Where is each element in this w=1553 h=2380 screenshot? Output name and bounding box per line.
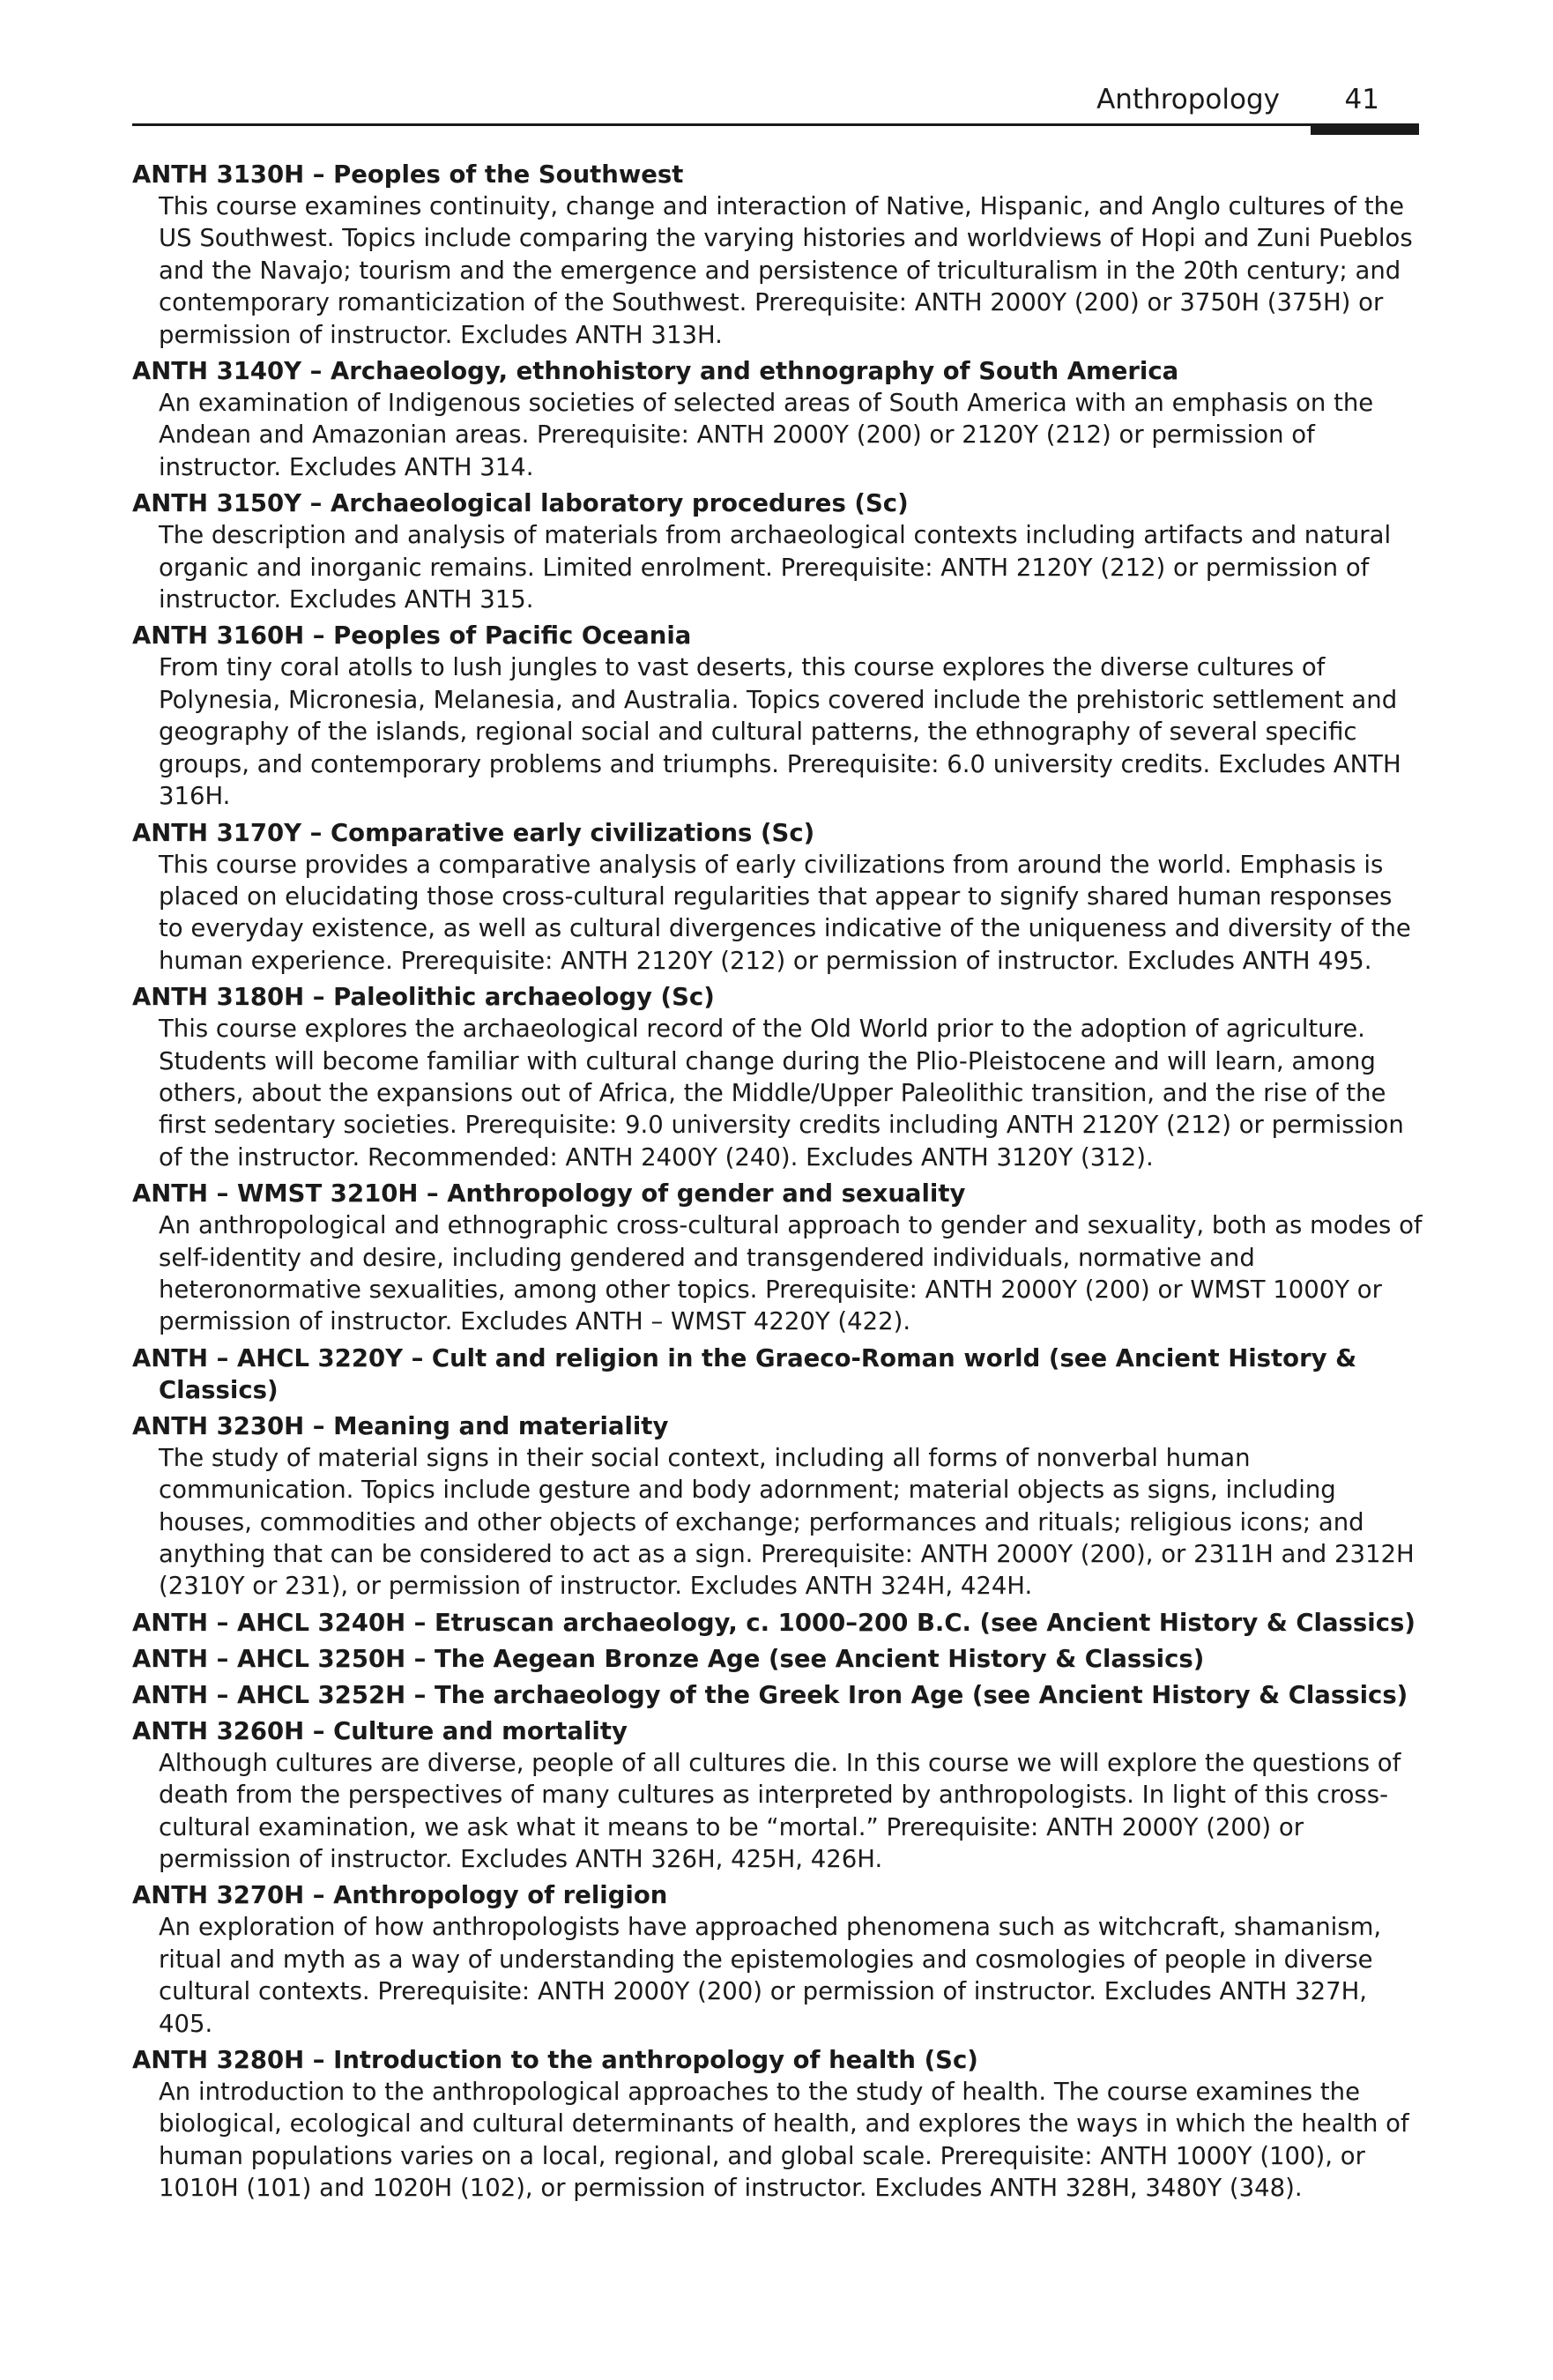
course-entry [132,1410,1423,1603]
course-description: This course examines continuity, change and interaction of Native, Hispanic, and Anglo cultures of the US Southwest. Topics include comparing the varying histories and worldviews of Hopi and Zuni Pueblos and the Navajo; tourism and the emergence and persistence of triculturalism in the 20th century; and contemporary romanticization of the Southwest. Prerequisite: ANTH 2000Y (200) or 3750H (375H) or permission of instructor. Excludes ANTH 313H. [159,192,1413,349]
course-title: ANTH 3150Y – Archaeological laboratory procedures (Sc) [132,489,909,518]
course-title: ANTH 3280H – Introduction to the anthropology of health (Sc) [132,2046,978,2075]
course-description: An exploration of how anthropologists have approached phenomena such as witchcraft, shamanism, ritual and myth as a way of understanding the epistemologies and cosmologies of people in diverse cultural contexts. Prerequisite: ANTH 2000Y (200) or permission of instructor. Excludes ANTH 327H, 405. [159,1913,1382,2038]
course-title: ANTH 3160H – Peoples of Pacific Oceania [132,621,692,651]
course-description: Although cultures are diverse, people of all cultures die. In this course we will explore the questions of death from the perspectives of many cultures as interpreted by anthropologists. In light of this cross-cultural examination, we ask what it means to be “mortal.” Prerequisite: ANTH 2000Y (200) or permission of instructor. Excludes ANTH 326H, 425H, 426H. [159,1748,1401,1874]
course-description: This course provides a comparative analysis of early civilizations from around the world. Emphasis is placed on elucidating those cross-cultural regularities that appear to signify shared human responses to everyday existence, as well as cultural divergences indicative of the uniqueness and diversity of the human experience. Prerequisite: ANTH 2120Y (212) or permission of instructor. Excludes ANTH 495. [159,850,1411,975]
course-description: An examination of Indigenous societies of selected areas of South America with an emphasis on the Andean and Amazonian areas. Prerequisite: ANTH 2000Y (200) or 2120Y (212) or permission of instructor. Excludes ANTH 314. [159,389,1374,481]
course-title: ANTH 3130H – Peoples of the Southwest [132,160,684,189]
course-title: ANTH 3180H – Paleolithic archaeology (Sc) [132,983,715,1012]
course-description: An introduction to the anthropological approaches to the study of health. The course examines the biological, ecological and cultural determinants of health, and explores the ways in which the health of human populations varies on a local, regional, and global scale. Prerequisite: ANTH 1000Y (100), or 1010H (101) and 1020H (102), or permission of instructor. Excludes ANTH 328H, 3480Y (348). [159,2078,1409,2203]
course-entry [132,1679,1423,1711]
header-rule [132,123,1419,126]
course-entry [132,1643,1423,1675]
course-description: This course explores the archaeological record of the Old World prior to the adoption of agriculture. Students will become familiar with cultural change during the Plio-Pleistocene and will learn, among others, about the expansions out of Africa, the Middle/Upper Paleolithic transition, and the rise of the first sedentary societies. Prerequisite: 9.0 university credits including ANTH 2120Y (212) or permission of the instructor. Recommended: ANTH 2400Y (240). Excludes ANTH 3120Y (312). [159,1015,1404,1171]
course-entry [132,1607,1423,1639]
course-title: ANTH – AHCL 3252H – The archaeology of the Greek Iron Age (see Ancient History & Classics) [132,1680,1408,1709]
course-title: ANTH – AHCL 3250H – The Aegean Bronze Age (see Ancient History & Classics) [132,1644,1205,1673]
course-title: ANTH – AHCL 3220Y – Cult and religion in the Graeco-Roman world (see Ancient History & Classics) [132,1343,1357,1404]
course-title: ANTH 3270H – Anthropology of religion [132,1881,668,1910]
section-title: Anthropology [1096,84,1280,115]
course-title: ANTH – AHCL 3240H – Etruscan archaeology, c. 1000–200 B.C. (see Ancient History & Classics) [132,1608,1416,1637]
course-entry [132,2044,1423,2205]
course-entry [132,981,1423,1173]
course-entry [132,355,1423,483]
running-header [132,82,1419,126]
course-title: ANTH 3140Y – Archaeology, ethnohistory and ethnography of South America [132,357,1179,386]
page-number-tab [1311,124,1419,135]
course-entry [132,817,1423,978]
course-description: The description and analysis of materials from archaeological contexts including artifacts and natural organic and inorganic remains. Limited enrolment. Prerequisite: ANTH 2120Y (212) or permission of instructor. Excludes ANTH 315. [159,521,1392,614]
course-title: ANTH 3260H – Culture and mortality [132,1716,628,1745]
course-title: ANTH 3230H – Meaning and materiality [132,1411,669,1440]
page-number: 41 [1344,84,1379,115]
course-description: The study of material signs in their social context, including all forms of nonverbal human communication. Topics include gesture and body adornment; material objects as signs, including houses, commodities and other objects of exchange; performances and rituals; religious icons; and anything that can be considered to act as a sign. Prerequisite: ANTH 2000Y (200), or 2311H and 2312H (2310Y or 231), or permission of instructor. Excludes ANTH 324H, 424H. [159,1443,1415,1601]
course-listing [132,159,1423,2209]
course-entry [132,487,1423,615]
course-description: From tiny coral atolls to lush jungles to vast deserts, this course explores the diverse cultures of Polynesia, Micronesia, Melanesia, and Australia. Topics covered include the prehistoric settlement and geography of the islands, regional social and cultural patterns, the ethnography of several specific groups, and contemporary problems and triumphs. Prerequisite: 6.0 university credits. Excludes ANTH 316H. [159,653,1401,811]
course-title: ANTH 3170Y – Comparative early civilizations (Sc) [132,818,815,847]
course-entry [132,1342,1423,1406]
course-entry [132,159,1423,351]
course-title: ANTH – WMST 3210H – Anthropology of gender and sexuality [132,1179,966,1209]
course-entry [132,1879,1423,2040]
course-entry [132,1715,1423,1876]
course-entry [132,1178,1423,1338]
course-entry [132,620,1423,812]
course-description: An anthropological and ethnographic cross-cultural approach to gender and sexuality, both as modes of self-identity and desire, including gendered and transgendered individuals, normative and heteronormative sexualities, among other topics. Prerequisite: ANTH 2000Y (200) or WMST 1000Y or permission of instructor. Excludes ANTH – WMST 4220Y (422). [159,1211,1423,1336]
